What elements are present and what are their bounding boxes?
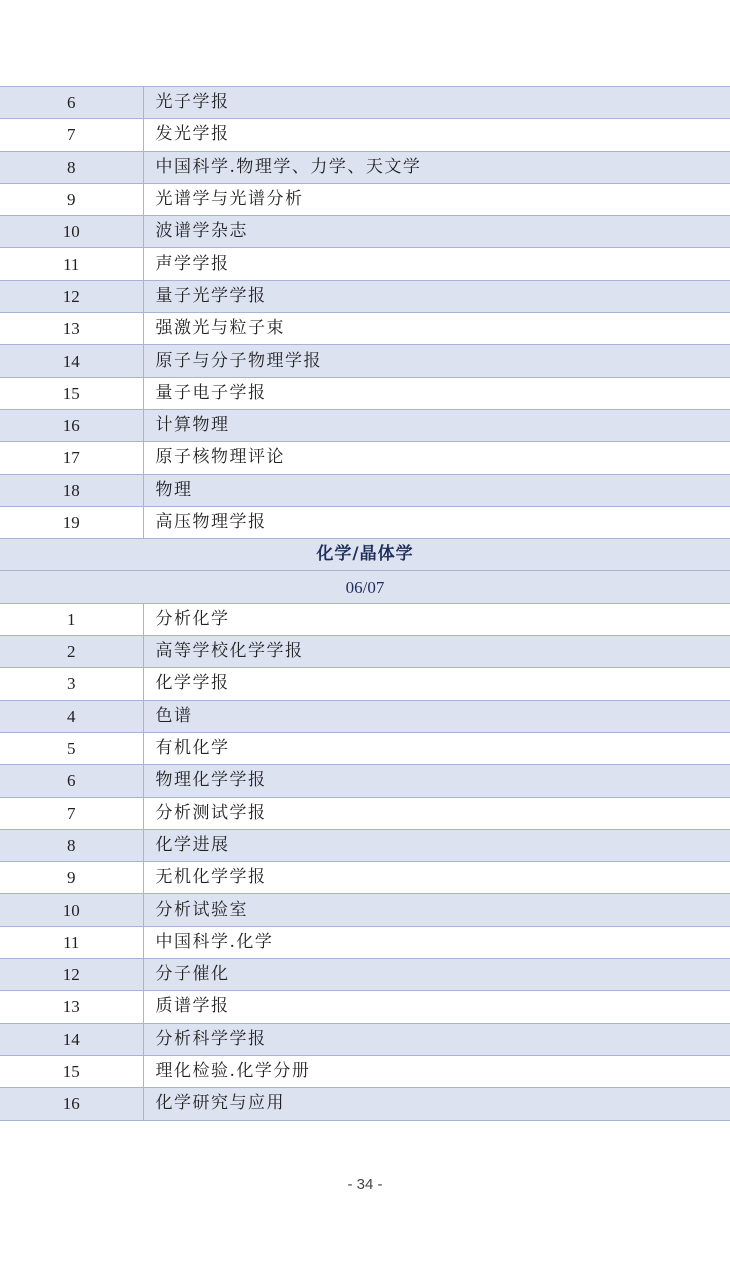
journal-name: 高等学校化学学报 bbox=[143, 636, 730, 668]
journal-name: 波谱学杂志 bbox=[143, 216, 730, 248]
journal-name: 原子核物理评论 bbox=[143, 442, 730, 474]
row-number: 9 bbox=[0, 183, 143, 215]
row-number: 15 bbox=[0, 1055, 143, 1087]
table-row bbox=[0, 345, 730, 377]
journal-name: 强激光与粒子束 bbox=[143, 313, 730, 345]
row-number: 11 bbox=[0, 926, 143, 958]
journal-name: 质谱学报 bbox=[143, 991, 730, 1023]
table-row bbox=[0, 216, 730, 248]
table-row bbox=[0, 668, 730, 700]
row-number: 11 bbox=[0, 248, 143, 280]
page-number: - 34 - bbox=[347, 1176, 383, 1193]
journal-name: 高压物理学报 bbox=[143, 506, 730, 538]
row-number: 16 bbox=[0, 1088, 143, 1120]
row-number: 7 bbox=[0, 797, 143, 829]
row-number: 8 bbox=[0, 151, 143, 183]
table-row bbox=[0, 797, 730, 829]
journal-name: 量子电子学报 bbox=[143, 377, 730, 409]
row-number: 5 bbox=[0, 732, 143, 764]
row-number: 12 bbox=[0, 280, 143, 312]
table-row bbox=[0, 959, 730, 991]
journal-name: 计算物理 bbox=[143, 409, 730, 441]
table-row bbox=[0, 1023, 730, 1055]
row-number: 14 bbox=[0, 345, 143, 377]
section-code-row bbox=[0, 571, 730, 603]
journal-name: 色谱 bbox=[143, 700, 730, 732]
journal-name: 量子光学学报 bbox=[143, 280, 730, 312]
journal-name: 化学进展 bbox=[143, 829, 730, 861]
row-number: 7 bbox=[0, 119, 143, 151]
journal-name: 中国科学.化学 bbox=[143, 926, 730, 958]
table-row bbox=[0, 409, 730, 441]
table-row bbox=[0, 151, 730, 183]
table-row bbox=[0, 248, 730, 280]
journal-name: 化学学报 bbox=[143, 668, 730, 700]
table-row bbox=[0, 700, 730, 732]
table-row bbox=[0, 765, 730, 797]
journal-name: 分析科学学报 bbox=[143, 1023, 730, 1055]
journal-name: 分析试验室 bbox=[143, 894, 730, 926]
row-number: 9 bbox=[0, 862, 143, 894]
table-row bbox=[0, 119, 730, 151]
section-header-row bbox=[0, 539, 730, 571]
row-number: 8 bbox=[0, 829, 143, 861]
table-row bbox=[0, 183, 730, 215]
journal-name: 分子催化 bbox=[143, 959, 730, 991]
table-row bbox=[0, 1055, 730, 1087]
journal-name: 理化检验.化学分册 bbox=[143, 1055, 730, 1087]
row-number: 12 bbox=[0, 959, 143, 991]
journal-name: 物理 bbox=[143, 474, 730, 506]
journal-name: 有机化学 bbox=[143, 732, 730, 764]
journal-name: 声学学报 bbox=[143, 248, 730, 280]
journal-name: 光谱学与光谱分析 bbox=[143, 183, 730, 215]
journal-name: 分析测试学报 bbox=[143, 797, 730, 829]
table-row bbox=[0, 377, 730, 409]
row-number: 4 bbox=[0, 700, 143, 732]
row-number: 13 bbox=[0, 313, 143, 345]
journal-name: 无机化学学报 bbox=[143, 862, 730, 894]
table-row bbox=[0, 474, 730, 506]
table-row bbox=[0, 862, 730, 894]
row-number: 17 bbox=[0, 442, 143, 474]
journal-name: 发光学报 bbox=[143, 119, 730, 151]
table-row bbox=[0, 894, 730, 926]
row-number: 15 bbox=[0, 377, 143, 409]
row-number: 6 bbox=[0, 765, 143, 797]
row-number: 10 bbox=[0, 894, 143, 926]
table-row bbox=[0, 732, 730, 764]
row-number: 1 bbox=[0, 603, 143, 635]
journal-name: 物理化学学报 bbox=[143, 765, 730, 797]
table-row bbox=[0, 991, 730, 1023]
table-row bbox=[0, 603, 730, 635]
table-row bbox=[0, 313, 730, 345]
row-number: 10 bbox=[0, 216, 143, 248]
journal-name: 原子与分子物理学报 bbox=[143, 345, 730, 377]
table-row bbox=[0, 506, 730, 538]
table-row bbox=[0, 280, 730, 312]
row-number: 2 bbox=[0, 636, 143, 668]
row-number: 14 bbox=[0, 1023, 143, 1055]
table-body bbox=[0, 87, 730, 1121]
journal-name: 光子学报 bbox=[143, 87, 730, 119]
row-number: 18 bbox=[0, 474, 143, 506]
table-row bbox=[0, 1088, 730, 1120]
table-row bbox=[0, 87, 730, 119]
row-number: 16 bbox=[0, 409, 143, 441]
journal-name: 分析化学 bbox=[143, 603, 730, 635]
table-row bbox=[0, 442, 730, 474]
journal-list-table bbox=[0, 86, 730, 1121]
row-number: 13 bbox=[0, 991, 143, 1023]
section-title: 化学/晶体学 bbox=[0, 539, 730, 571]
journal-name: 化学研究与应用 bbox=[143, 1088, 730, 1120]
table-row bbox=[0, 636, 730, 668]
journal-name: 中国科学.物理学、力学、天文学 bbox=[143, 151, 730, 183]
table-row bbox=[0, 829, 730, 861]
row-number: 6 bbox=[0, 87, 143, 119]
row-number: 3 bbox=[0, 668, 143, 700]
section-code: 06/07 bbox=[0, 571, 730, 603]
table-row bbox=[0, 926, 730, 958]
row-number: 19 bbox=[0, 506, 143, 538]
